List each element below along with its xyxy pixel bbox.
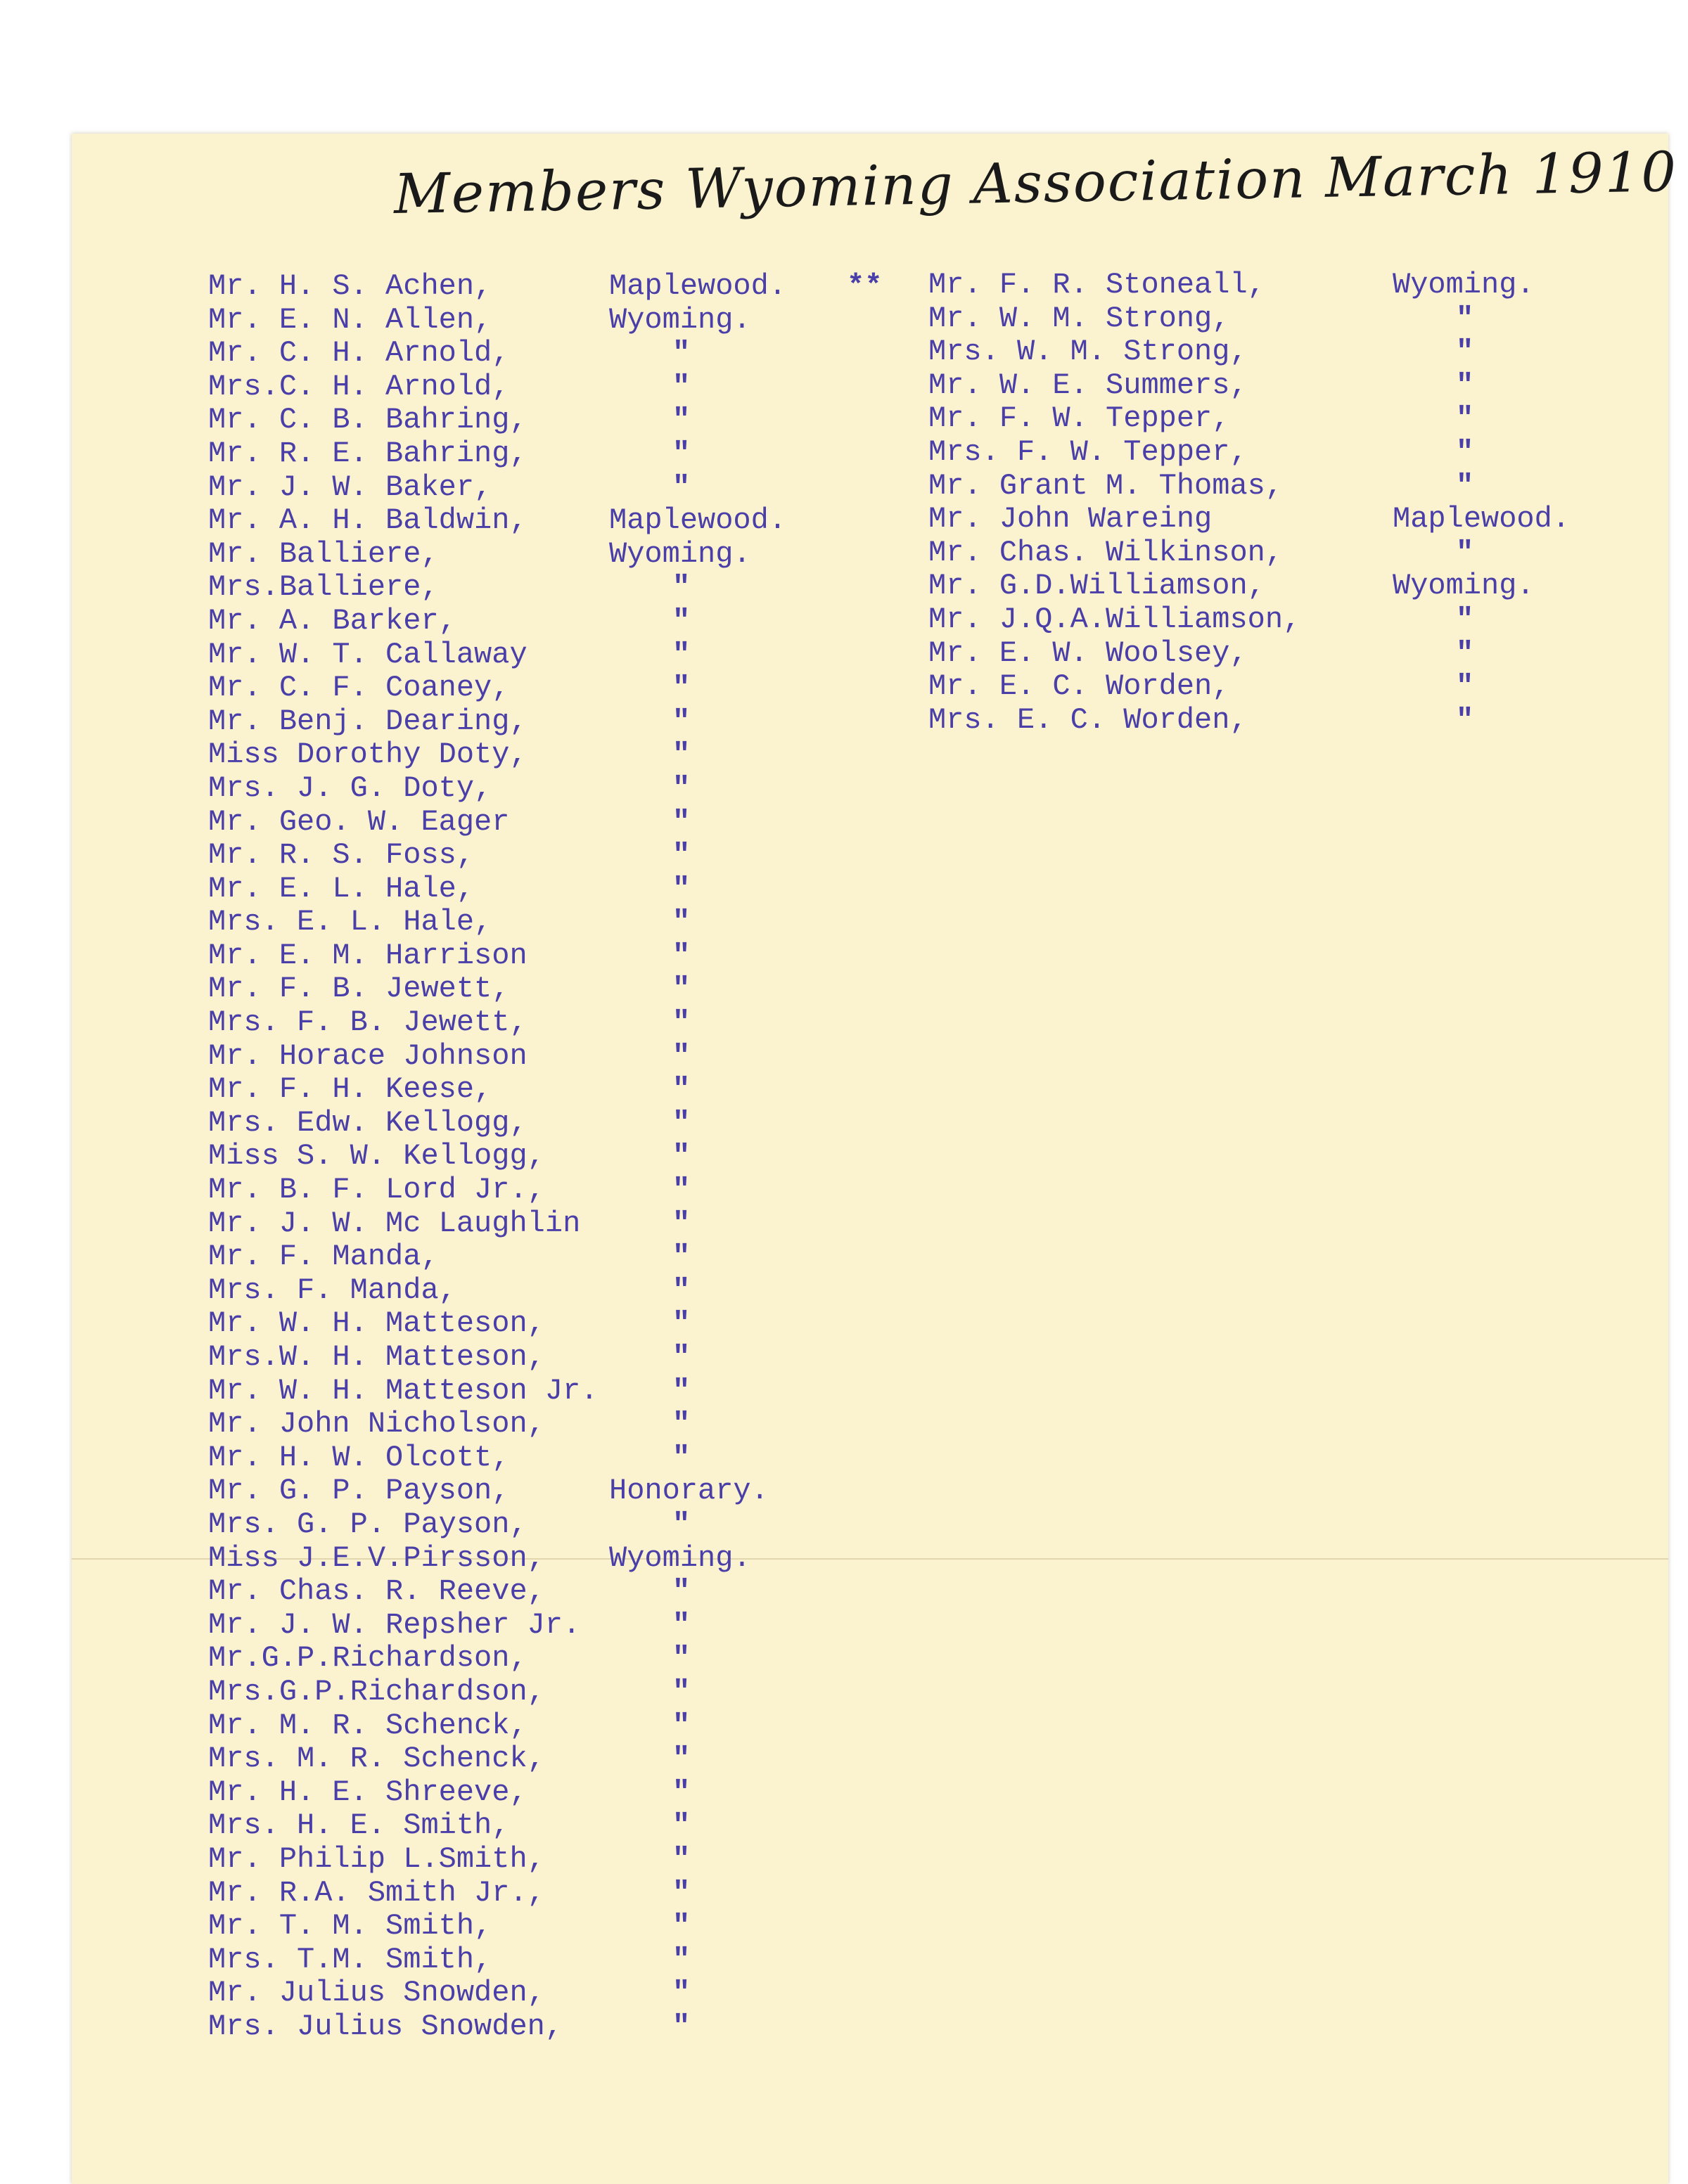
member-location: " — [1456, 435, 1474, 469]
member-location: Honorary. — [609, 1474, 769, 1508]
member-name: Mr. R. E. Bahring, — [208, 436, 528, 470]
member-location: " — [672, 1607, 691, 1642]
member-name: Mr. H. E. Shreeve, — [208, 1775, 528, 1809]
member-location: " — [672, 336, 691, 371]
member-location: " — [672, 1742, 691, 1776]
member-name: Mr. J.Q.A.Williamson, — [928, 602, 1301, 636]
member-location: " — [672, 1708, 691, 1742]
member-name: Mr. John Wareing — [928, 502, 1213, 537]
member-name: Mr. E. L. Hale, — [208, 871, 475, 906]
member-location: " — [672, 1173, 691, 1207]
member-name: Mr. R. S. Foss, — [208, 838, 475, 873]
member-name: Mrs.G.P.Richardson, — [208, 1674, 545, 1709]
member-name: Mr. F. W. Tepper, — [928, 402, 1230, 436]
member-name: Mr. John Nicholson, — [208, 1407, 545, 1441]
member-location: " — [672, 704, 691, 738]
member-location: " — [672, 1039, 691, 1073]
member-location: " — [672, 938, 691, 972]
member-location: Wyoming. — [1393, 569, 1535, 603]
member-location: " — [672, 972, 691, 1006]
member-location: " — [672, 671, 691, 705]
member-location: " — [672, 1842, 691, 1876]
member-location: " — [672, 1809, 691, 1843]
member-name: Mr. F. R. Stoneall, — [928, 268, 1265, 302]
member-location: Wyoming. — [609, 537, 751, 571]
member-name: Mr. B. F. Lord Jr., — [208, 1173, 545, 1207]
member-location: " — [672, 1407, 691, 1441]
member-name: Mr. Balliere, — [208, 537, 439, 571]
member-name: Mr. F. B. Jewett, — [208, 972, 510, 1006]
member-name: Mr. T. M. Smith, — [208, 1909, 492, 1944]
member-name: Mrs. J. G. Doty, — [208, 771, 492, 805]
member-name: Mr. Geo. W. Eager — [208, 804, 510, 839]
member-name: Mr. A. H. Baldwin, — [208, 503, 528, 538]
member-location: " — [672, 570, 691, 605]
member-name: Mrs.W. H. Matteson, — [208, 1340, 545, 1374]
member-location: Wyoming. — [609, 1541, 751, 1575]
member-name: Mrs. H. E. Smith, — [208, 1809, 510, 1843]
member-location: " — [672, 905, 691, 939]
member-name: Mr. J. W. Mc Laughlin — [208, 1206, 581, 1240]
member-name: Mrs. M. R. Schenck, — [208, 1742, 545, 1776]
member-location: " — [672, 1006, 691, 1040]
member-name: Mr. W. H. Matteson Jr. — [208, 1373, 599, 1408]
member-location: " — [1456, 535, 1474, 570]
member-name: Miss Dorothy Doty, — [208, 738, 528, 772]
member-location: " — [672, 1373, 691, 1408]
member-name: Mr. Horace Johnson — [208, 1039, 528, 1073]
member-name: Mrs. E. C. Worden, — [928, 702, 1248, 737]
member-name: Mr. E. W. Woolsey, — [928, 636, 1248, 670]
member-location: Maplewood. — [609, 503, 787, 538]
member-name: Mrs. G. P. Payson, — [208, 1507, 528, 1541]
handwritten-title: Members Wyoming Association March 1910 — [393, 141, 1678, 226]
member-name: Mr. W. H. Matteson, — [208, 1306, 545, 1341]
member-name: Mr. G. P. Payson, — [208, 1474, 510, 1508]
member-location: " — [672, 470, 691, 504]
member-location: Wyoming. — [1393, 268, 1535, 302]
annotation-mark: ** — [847, 269, 883, 303]
member-name: Mrs. E. L. Hale, — [208, 905, 492, 939]
member-name: Mr. E. M. Harrison — [208, 938, 528, 972]
member-name: Mr. F. Manda, — [208, 1240, 439, 1274]
member-location: " — [672, 838, 691, 873]
member-location: " — [672, 1072, 691, 1107]
member-location: " — [672, 1507, 691, 1541]
member-name: Mr. J. W. Repsher Jr. — [208, 1607, 581, 1642]
member-location: " — [672, 1674, 691, 1709]
member-name: Mr.G.P.Richardson, — [208, 1641, 528, 1676]
member-location: " — [672, 1909, 691, 1944]
member-location: " — [672, 1240, 691, 1274]
member-location: " — [1456, 602, 1474, 636]
member-location: " — [672, 871, 691, 906]
member-location: " — [1456, 702, 1474, 737]
member-location: Maplewood. — [1393, 502, 1571, 537]
member-location: " — [672, 603, 691, 638]
member-location: " — [672, 1306, 691, 1341]
member-name: Mr. E. C. Worden, — [928, 669, 1230, 704]
member-location: " — [672, 1875, 691, 1910]
member-name: Mr. Philip L.Smith, — [208, 1842, 545, 1876]
member-location: " — [1456, 636, 1474, 670]
member-location: " — [672, 771, 691, 805]
member-location: " — [1456, 402, 1474, 436]
member-location: " — [672, 1775, 691, 1809]
member-location: " — [672, 1942, 691, 1977]
member-name: Mr. Chas. R. Reeve, — [208, 1574, 545, 1609]
member-location: " — [672, 369, 691, 404]
member-name: Mr. H. W. Olcott, — [208, 1440, 510, 1475]
member-location: " — [672, 1273, 691, 1307]
member-name: Mr. W. T. Callaway — [208, 637, 528, 672]
member-name: Mr. A. Barker, — [208, 603, 456, 638]
member-location: Wyoming. — [609, 302, 751, 337]
member-name: Mr. Chas. Wilkinson, — [928, 535, 1284, 570]
member-name: Mr. R.A. Smith Jr., — [208, 1875, 545, 1910]
member-name: Mr. M. R. Schenck, — [208, 1708, 528, 1742]
member-location: " — [672, 1574, 691, 1609]
member-location: " — [672, 637, 691, 672]
member-location: " — [672, 1105, 691, 1140]
member-name: Mr. Grant M. Thomas, — [928, 468, 1284, 503]
member-name: Mr. E. N. Allen, — [208, 302, 492, 337]
member-location: " — [1456, 335, 1474, 369]
member-name: Mr. W. M. Strong, — [928, 301, 1230, 335]
member-name: Mr. F. H. Keese, — [208, 1072, 492, 1107]
member-name: Mrs.C. H. Arnold, — [208, 369, 510, 404]
member-location: " — [672, 1206, 691, 1240]
member-name: Mr. C. F. Coaney, — [208, 671, 510, 705]
member-location: " — [672, 738, 691, 772]
member-location: " — [672, 1641, 691, 1676]
member-location: Maplewood. — [609, 269, 787, 303]
member-name: Mr. C. B. Bahring, — [208, 403, 528, 437]
member-name: Mrs. T.M. Smith, — [208, 1942, 492, 1977]
member-location: " — [672, 804, 691, 839]
member-location: " — [1456, 669, 1474, 704]
member-name: Mrs. F. Manda, — [208, 1273, 456, 1307]
member-location: " — [672, 1976, 691, 2010]
member-name: Mrs. W. M. Strong, — [928, 335, 1248, 369]
member-name: Mrs.Balliere, — [208, 570, 439, 605]
member-location: " — [672, 1139, 691, 1174]
member-location: " — [672, 403, 691, 437]
member-name: Miss J.E.V.Pirsson, — [208, 1541, 545, 1575]
member-name: Mr. H. S. Achen, — [208, 269, 492, 303]
member-location: " — [672, 436, 691, 470]
member-name: Mr. Julius Snowden, — [208, 1976, 545, 2010]
member-name: Mrs. F. W. Tepper, — [928, 435, 1248, 469]
member-location: " — [1456, 468, 1474, 503]
member-location: " — [1456, 301, 1474, 335]
member-location: " — [1456, 368, 1474, 402]
member-name: Miss S. W. Kellogg, — [208, 1139, 545, 1174]
member-name: Mrs. Julius Snowden, — [208, 2009, 563, 2043]
member-name: Mr. W. E. Summers, — [928, 368, 1248, 402]
member-location: " — [672, 1440, 691, 1475]
member-name: Mr. J. W. Baker, — [208, 470, 492, 504]
member-name: Mr. Benj. Dearing, — [208, 704, 528, 738]
member-location: " — [672, 1340, 691, 1374]
member-name: Mr. C. H. Arnold, — [208, 336, 510, 371]
member-name: Mrs. F. B. Jewett, — [208, 1006, 528, 1040]
member-location: " — [672, 2009, 691, 2043]
member-name: Mrs. Edw. Kellogg, — [208, 1105, 528, 1140]
member-name: Mr. G.D.Williamson, — [928, 569, 1265, 603]
